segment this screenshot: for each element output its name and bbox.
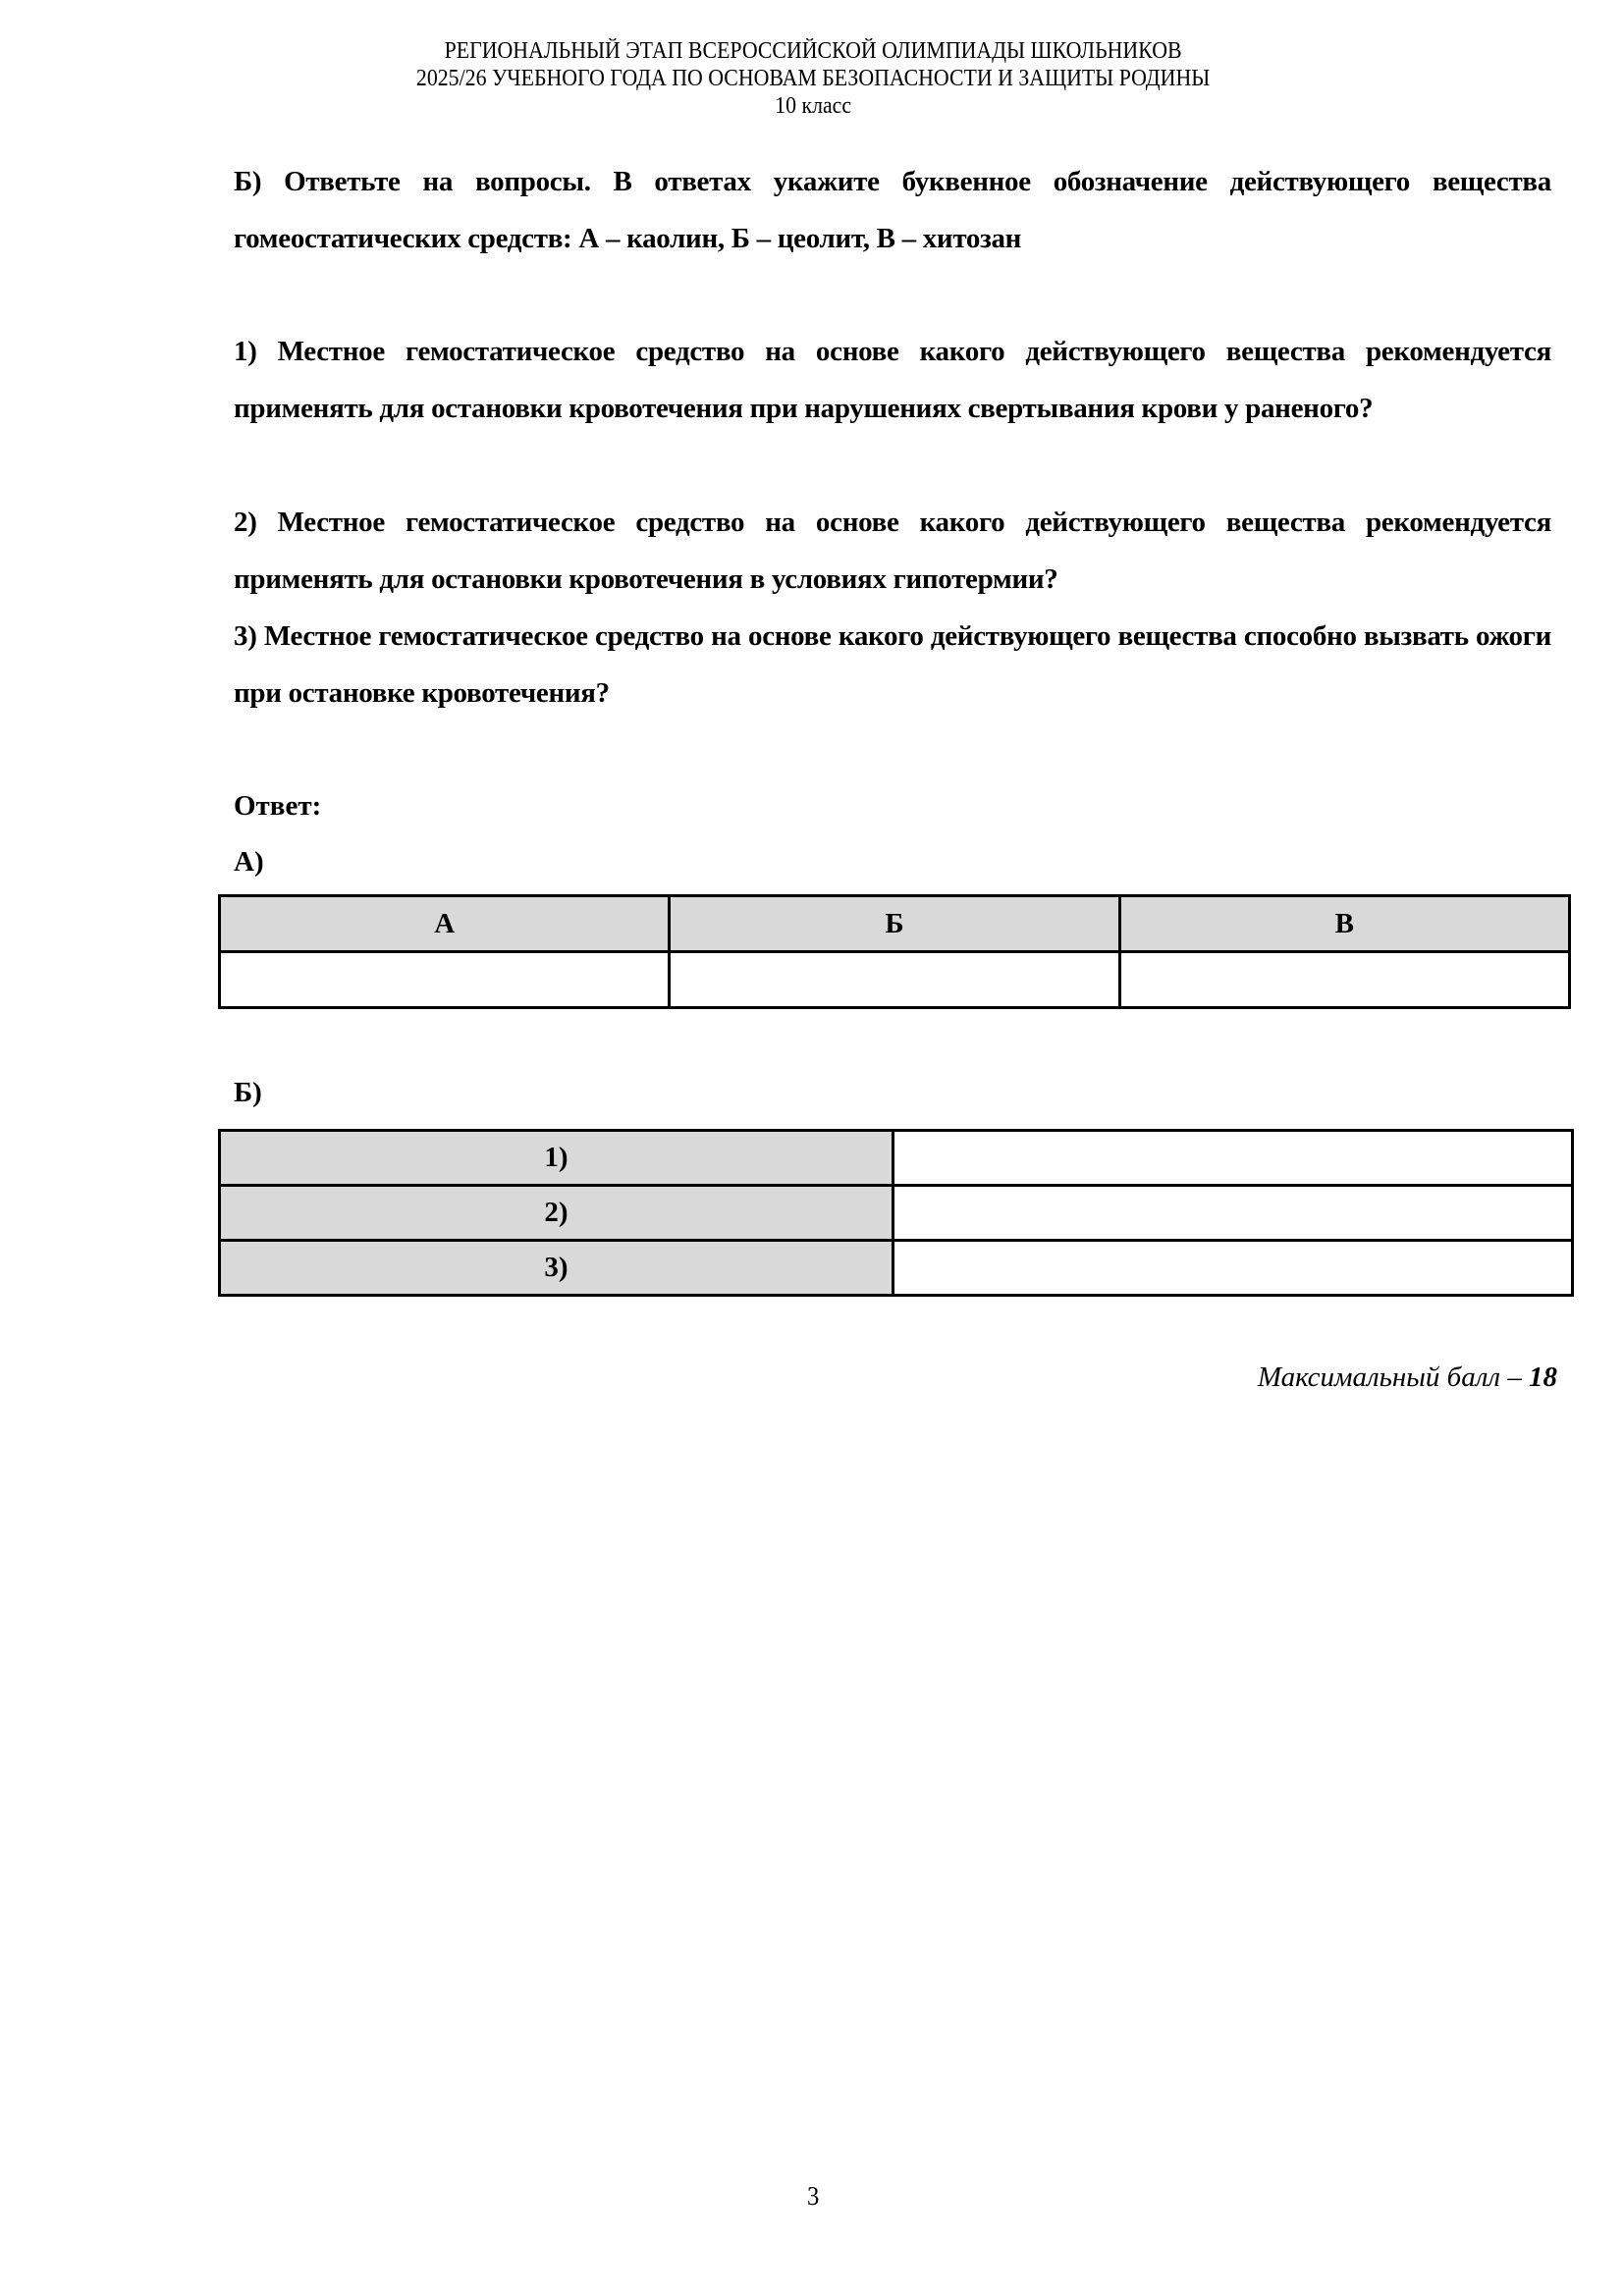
question-number-cell: 3) <box>220 1241 893 1296</box>
answer-label: Ответ: <box>234 790 322 822</box>
answer-cell-b[interactable] <box>670 952 1119 1008</box>
max-score-label: Максимальный балл – <box>1257 1362 1529 1393</box>
table-row <box>220 1241 1573 1296</box>
question-2: 2) Местное гемостатическое средство на основе какого действующего вещества рекомендуется применять для остановки кровотечения в условиях гипотермии? <box>234 507 1551 595</box>
table-header-cell-a: А <box>220 896 670 952</box>
question-3: 3) Местное гемостатическое средство на основе какого действующего вещества способно вызвать ожоги при остановке кровотечения? <box>234 620 1551 709</box>
question-number-cell: 2) <box>220 1186 893 1241</box>
part-b-label: Б) <box>234 1077 262 1108</box>
answer-cell-a[interactable] <box>220 952 670 1008</box>
page-header <box>0 37 1624 120</box>
answer-table-b <box>218 1129 1574 1297</box>
max-score-value: 18 <box>1529 1362 1557 1393</box>
table-row <box>220 1131 1573 1186</box>
table-header-row <box>220 896 1570 952</box>
part-a-label: А) <box>234 846 264 878</box>
answer-cell[interactable] <box>893 1186 1573 1241</box>
table-row <box>220 1186 1573 1241</box>
answer-table-a <box>218 894 1571 1009</box>
page-number: 3 <box>806 2181 820 2211</box>
answer-cell[interactable] <box>893 1131 1573 1186</box>
header-olympiad-title: РЕГИОНАЛЬНЫЙ ЭТАП ВСЕРОССИЙСКОЙ ОЛИМПИАДЫ ШКОЛЬНИКОВ <box>444 38 1182 64</box>
table-header-cell-b: Б <box>670 896 1119 952</box>
table-header-cell-v: В <box>1119 896 1569 952</box>
answer-cell-v[interactable] <box>1119 952 1569 1008</box>
header-subject-year: 2025/26 УЧЕБНОГО ГОДА ПО ОСНОВАМ БЕЗОПАСНОСТИ И ЗАЩИТЫ РОДИНЫ <box>415 66 1211 91</box>
max-score <box>1258 1362 1557 1394</box>
table-row <box>220 952 1570 1008</box>
question-number-cell: 1) <box>220 1131 893 1186</box>
question-1: 1) Местное гемостатическое средство на основе какого действующего вещества рекомендуется применять для остановки кровотечения при нарушениях свертывания крови у раненого? <box>234 336 1551 424</box>
task-intro: Б) Ответьте на вопросы. В ответах укажите буквенное обозначение действующего вещества гомеостатических средств: А – каолин, Б – цеолит, В – хитозан <box>234 166 1551 254</box>
header-grade: 10 класс <box>775 93 852 119</box>
answer-cell[interactable] <box>893 1241 1573 1296</box>
